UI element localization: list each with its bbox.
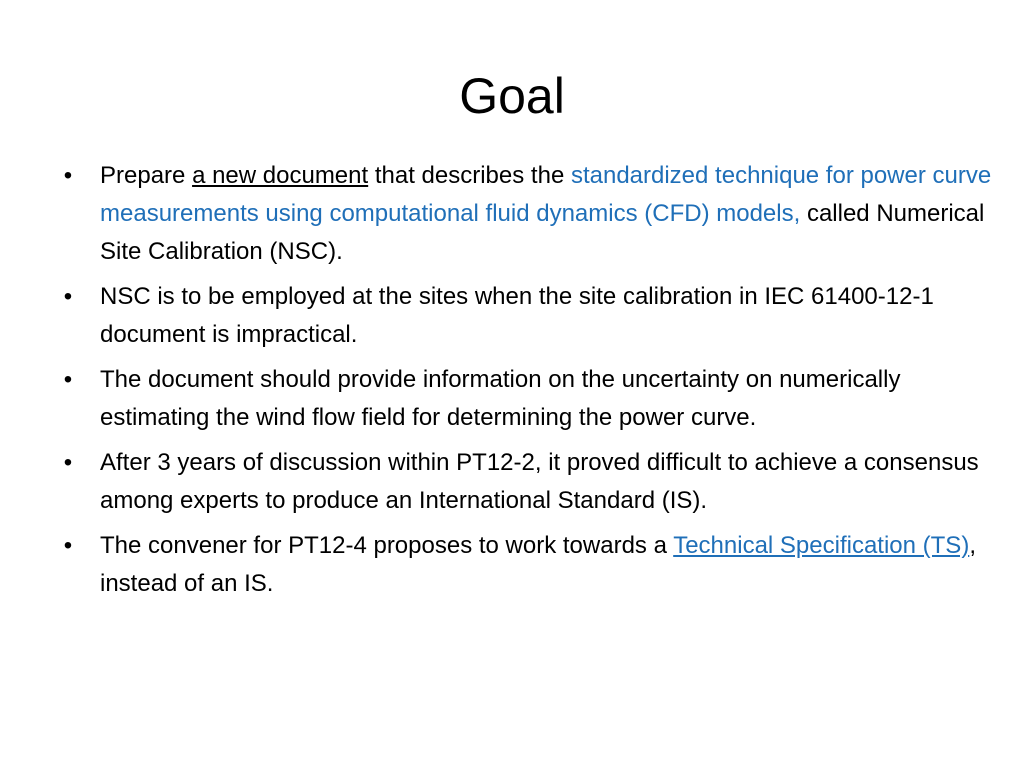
bullet-dot-icon: •	[63, 366, 73, 393]
slide-title: Goal	[459, 68, 565, 124]
bullet-text: The convener for PT12-4 proposes to work towards a	[100, 532, 674, 559]
bullet-text: called Numerical Site Calibration (NSC).	[100, 200, 985, 265]
bullet-dot-icon: •	[63, 532, 73, 559]
bullet-text: that describes the	[368, 162, 571, 189]
bullet-dot-icon: •	[63, 162, 73, 189]
bullet-item-uncertainty	[58, 361, 998, 437]
bullet-text: , instead of an IS.	[100, 532, 976, 597]
underlined-phrase: a new document	[192, 162, 369, 189]
bullet-dot-icon: •	[63, 449, 73, 476]
bullet-item-nsc	[58, 278, 998, 354]
bullet-item-convener	[58, 527, 998, 603]
bullet-item-discussion	[58, 444, 998, 520]
bullet-text: Prepare	[100, 162, 193, 189]
bullet-list	[58, 157, 998, 610]
bullet-text: The document should provide information on the uncertainty on numerically estimating the wind flow field for determining the power curve.	[100, 366, 901, 431]
bullet-text: NSC is to be employed at the sites when the site calibration in IEC 61400-12-1 document is impractical.	[100, 283, 934, 348]
bullet-item-prepare	[58, 157, 998, 271]
technical-specification-link[interactable]: Technical Specification (TS)	[673, 532, 970, 559]
bullet-dot-icon: •	[63, 283, 73, 310]
highlighted-phrase: standardized technique for power curve measurements using computational fluid dynamics (CFD) models,	[100, 162, 992, 227]
bullet-text: After 3 years of discussion within PT12-2, it proved difficult to achieve a consensus among experts to produce an International Standard (IS).	[100, 449, 979, 514]
